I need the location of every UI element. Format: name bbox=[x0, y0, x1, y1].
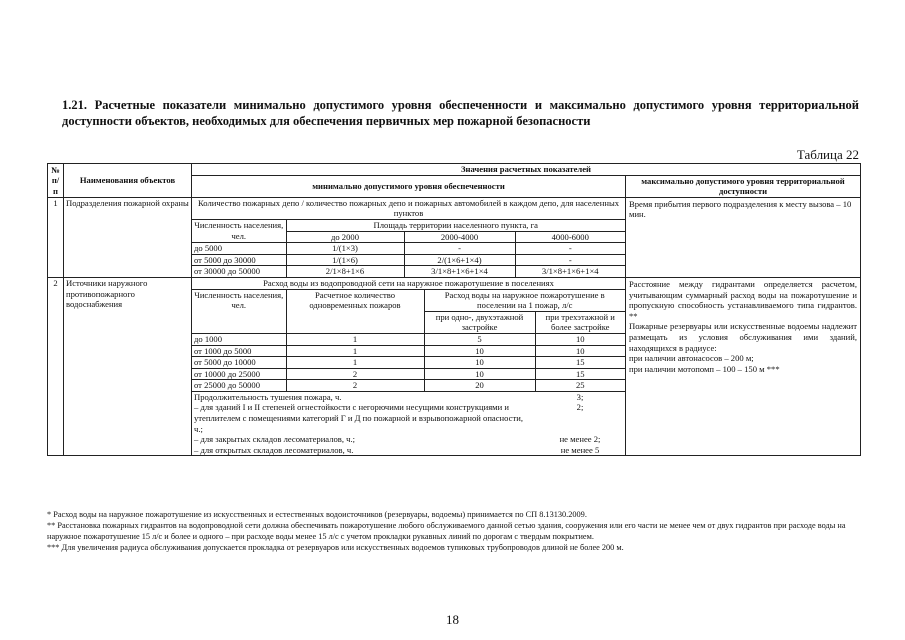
value-cell: 1 bbox=[286, 333, 424, 345]
water-intro: Расход воды из водопроводной сети на наружное пожаротушение в поселениях bbox=[192, 278, 625, 289]
value-cell: - bbox=[515, 254, 625, 266]
object-name: Источники наружного противопожарного водоснабжения bbox=[64, 277, 192, 456]
min-level-cell bbox=[192, 197, 626, 277]
header-name: Наименования объектов bbox=[64, 164, 192, 198]
fire-safety-table bbox=[47, 163, 861, 456]
header-min: минимально допустимого уровня обеспеченности bbox=[192, 175, 626, 197]
duration-value: не менее 5 bbox=[560, 444, 600, 455]
value-cell: 2 bbox=[286, 380, 424, 392]
population-cell: от 25000 до 50000 bbox=[192, 380, 286, 392]
duration-value: 2; bbox=[576, 402, 584, 413]
value-cell: 1/(1×3) bbox=[286, 243, 404, 255]
area-col: 4000-6000 bbox=[515, 231, 625, 243]
section-heading: 1.21. Расчетные показатели минимально допустимого уровня обеспеченности и максимально допустимого уровня территориальной доступности объектов, необходимых для обеспечения первичных мер пожарной безопасности bbox=[62, 98, 859, 128]
table-label: Таблица 22 bbox=[796, 147, 859, 162]
reservoir-text: Пожарные резервуары или искусственные водоемы надлежит размещать из условия обслуживания ими зданий, находящихся в радиусе: bbox=[629, 321, 857, 353]
value-cell: 3/1×8+1×6+1×4 bbox=[404, 266, 515, 277]
table-row-fire-units bbox=[48, 197, 861, 277]
population-header: Численность населения, чел. bbox=[192, 219, 286, 242]
flow-low-header: при одно-, двухэтажной застройке bbox=[424, 311, 535, 333]
value-cell: 10 bbox=[535, 345, 625, 357]
area-col: 2000-4000 bbox=[404, 231, 515, 243]
value-cell: 2/1×8+1×6 bbox=[286, 266, 404, 277]
table-row bbox=[192, 333, 625, 345]
value-cell: 3/1×8+1×6+1×4 bbox=[515, 266, 625, 277]
autopump-text: при наличии автонасосов – 200 м; bbox=[629, 353, 754, 364]
value-cell: 1/(1×6) bbox=[286, 254, 404, 266]
footnote: *** Для увеличения радиуса обслуживания допускается прокладка от резервуаров или искусственных водоемов тупиковых трубопроводов длиной не более 200 м. bbox=[47, 543, 624, 552]
header-num: № п/п bbox=[48, 164, 64, 198]
table-row bbox=[192, 266, 625, 277]
value-cell: 10 bbox=[424, 357, 535, 369]
table-row bbox=[192, 243, 625, 255]
duration-spacer bbox=[537, 413, 623, 434]
population-cell: от 1000 до 5000 bbox=[192, 345, 286, 357]
max-level-cell bbox=[626, 277, 861, 456]
value-cell: 10 bbox=[424, 368, 535, 380]
row-number: 2 bbox=[48, 277, 64, 456]
population-cell: до 5000 bbox=[192, 243, 286, 255]
duration-label: – для закрытых складов лесоматериалов, ч.; bbox=[194, 434, 355, 445]
depot-intro: Количество пожарных депо / количество пожарных депо и пожарных автомобилей в каждом депо, для населенных пунктов bbox=[192, 198, 625, 220]
population-cell: от 30000 до 50000 bbox=[192, 266, 286, 277]
duration-cell bbox=[192, 391, 535, 455]
value-cell: 1 bbox=[286, 345, 424, 357]
duration-label: – для открытых складов лесоматериалов, ч. bbox=[194, 444, 354, 455]
duration-value: 3; bbox=[576, 391, 584, 402]
value-cell: 25 bbox=[535, 380, 625, 392]
hydrant-distance-text: Расстояние между гидрантами определяется расчетом, учитывающим суммарный расход воды на пожаротушение и пропускную способность устанавливаемого типа гидрантов. ** bbox=[629, 278, 857, 321]
value-cell: 1 bbox=[286, 357, 424, 369]
table-row bbox=[192, 368, 625, 380]
header-row-1 bbox=[48, 164, 861, 176]
value-cell: 5 bbox=[424, 333, 535, 345]
duration-label: Продолжительность тушения пожара, ч. bbox=[194, 391, 342, 402]
page-number: 18 bbox=[446, 612, 459, 627]
value-cell: 15 bbox=[535, 357, 625, 369]
duration-label: – для зданий I и II степеней огнестойкости с негорючими несущими конструкциями и утеплителем с помещениями категорий Г и Д по пожарной и взрывопожарной опасности, ч.; bbox=[194, 402, 523, 434]
value-cell: 10 bbox=[535, 333, 625, 345]
duration-value: не менее 2; bbox=[559, 434, 601, 445]
value-cell: 15 bbox=[535, 368, 625, 380]
area-col: до 2000 bbox=[286, 231, 404, 243]
value-cell: 20 bbox=[424, 380, 535, 392]
value-cell: 2 bbox=[286, 368, 424, 380]
area-header: Площадь территории населенного пункта, га bbox=[286, 219, 625, 231]
motopump-text: при наличии мотопомп – 100 – 150 м *** bbox=[629, 363, 780, 374]
depot-subtable bbox=[192, 198, 625, 277]
population-cell: от 10000 до 25000 bbox=[192, 368, 286, 380]
min-level-cell bbox=[192, 277, 626, 456]
row-number: 1 bbox=[48, 197, 64, 277]
footnotes bbox=[47, 509, 862, 553]
value-cell: - bbox=[515, 243, 625, 255]
header-max: максимально допустимого уровня территориальной доступности bbox=[626, 175, 861, 197]
duration-value-cell bbox=[535, 391, 625, 455]
population-cell: до 1000 bbox=[192, 333, 286, 345]
water-subtable bbox=[192, 278, 625, 456]
value-cell: 10 bbox=[424, 345, 535, 357]
flow-header: Расход воды на наружное пожаротушение в поселении на 1 пожар, л/с bbox=[424, 289, 625, 311]
population-cell: от 5000 до 10000 bbox=[192, 357, 286, 369]
max-level-cell: Время прибытия первого подразделения к месту вызова – 10 мин. bbox=[626, 197, 861, 277]
value-cell: 2/(1×6+1×4) bbox=[404, 254, 515, 266]
table-row bbox=[192, 357, 625, 369]
object-name: Подразделения пожарной охраны bbox=[64, 197, 192, 277]
table-row bbox=[192, 254, 625, 266]
duration-row bbox=[192, 391, 625, 455]
table-row-water-sources bbox=[48, 277, 861, 456]
population-header: Численность населения, чел. bbox=[192, 289, 286, 333]
fires-header: Расчетное количество одновременных пожаров bbox=[286, 289, 424, 333]
footnote: ** Расстановка пожарных гидрантов на водопроводной сети должна обеспечивать пожаротушение любого обслуживаемого данной сетью здания, сооружения или его части не менее чем от двух гидрантов при расходе воды на наружное пожаротушение 15 л/с и более и одного – при расходе воды менее 15 л/с с учетом прокладки рукавных линий по дорогам с твердым покрытием. bbox=[47, 521, 846, 541]
table-row bbox=[192, 345, 625, 357]
footnote: * Расход воды на наружное пожаротушение из искусственных и естественных водоисточников (резервуары, водоемы) принимается по СП 8.13130.2009. bbox=[47, 510, 587, 519]
table-row bbox=[192, 380, 625, 392]
flow-high-header: при трехэтажной и более застройке bbox=[535, 311, 625, 333]
value-cell: - bbox=[404, 243, 515, 255]
header-values: Значения расчетных показателей bbox=[192, 164, 861, 176]
population-cell: от 5000 до 30000 bbox=[192, 254, 286, 266]
